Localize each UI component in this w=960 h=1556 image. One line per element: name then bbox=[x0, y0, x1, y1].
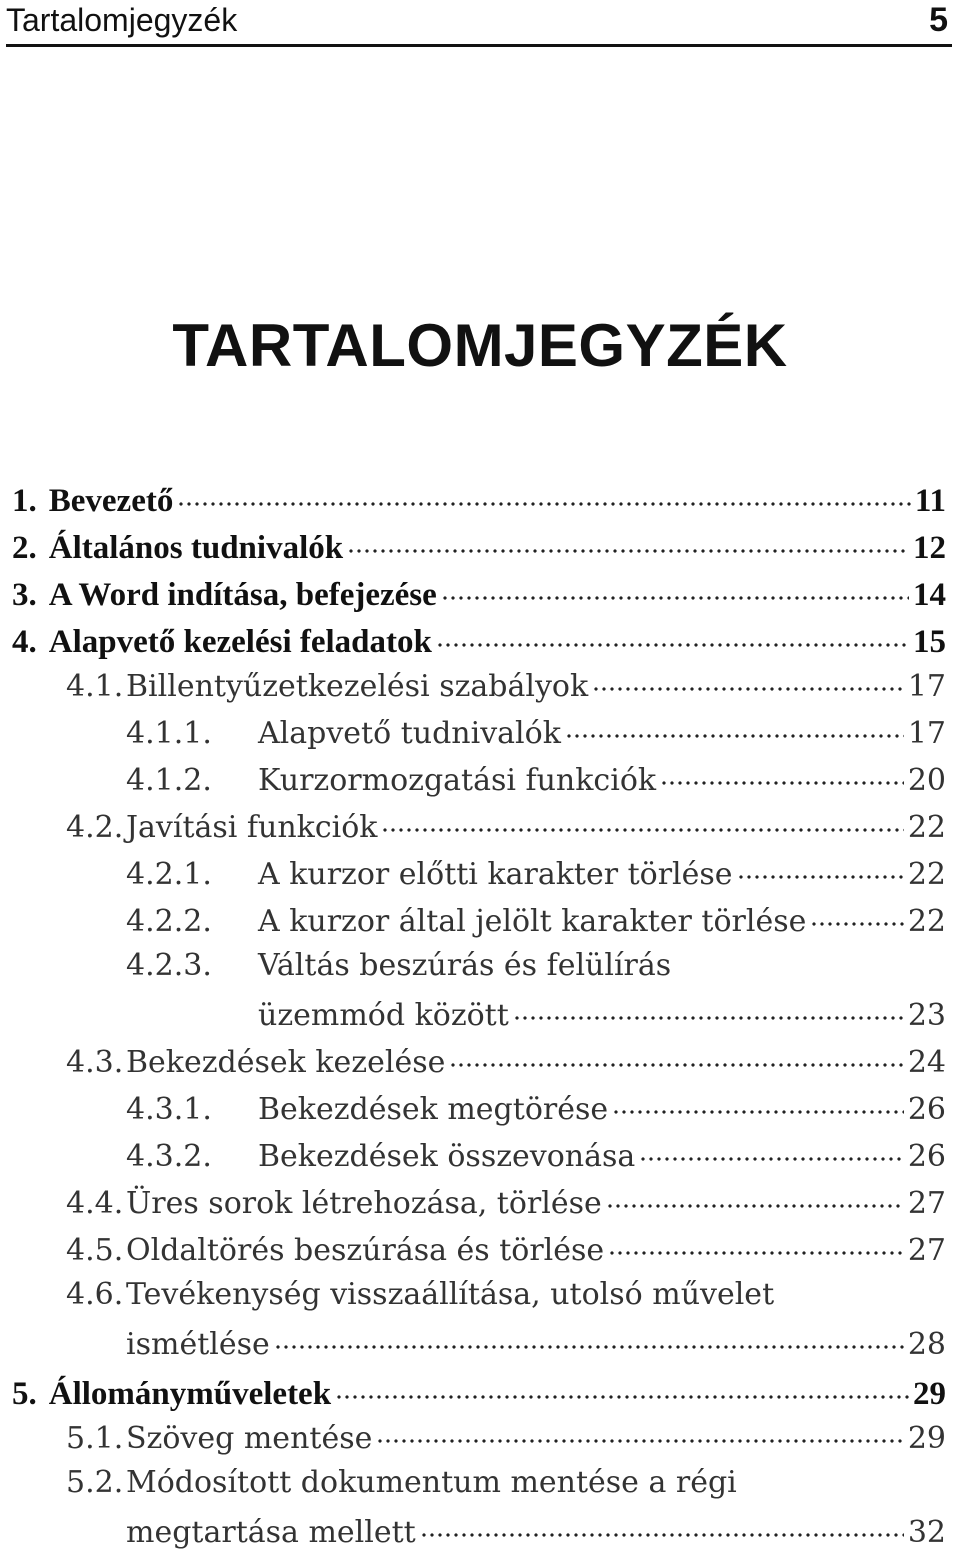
dot-leader bbox=[274, 1324, 904, 1354]
dot-leader bbox=[347, 525, 909, 558]
toc-entry-number: 4.2. bbox=[66, 810, 124, 845]
toc-entry-continuation[interactable] bbox=[0, 1509, 960, 1556]
toc-entry[interactable] bbox=[0, 616, 960, 663]
toc-entry[interactable] bbox=[0, 1133, 960, 1180]
toc-entry[interactable] bbox=[0, 1180, 960, 1227]
toc-entry[interactable] bbox=[0, 804, 960, 851]
toc-entry-page: 23 bbox=[907, 998, 946, 1033]
toc-entry-title: Bekezdések kezelése bbox=[126, 1045, 446, 1080]
toc-entry-title: Állományműveletek bbox=[48, 1376, 332, 1412]
toc-entry-page: 29 bbox=[913, 1376, 946, 1412]
toc-entry[interactable] bbox=[0, 663, 960, 710]
toc-entry-title: Szöveg mentése bbox=[126, 1421, 373, 1456]
toc-entry-number: 4.2.1. bbox=[126, 857, 212, 892]
toc-entry[interactable] bbox=[0, 1086, 960, 1133]
toc-entry-page: 24 bbox=[907, 1045, 946, 1080]
dot-leader bbox=[660, 760, 904, 790]
toc-entry[interactable] bbox=[0, 475, 960, 522]
toc-entry[interactable] bbox=[0, 1462, 960, 1509]
toc-entry-title: Általános tudnivalók bbox=[48, 530, 344, 566]
toc-entry[interactable] bbox=[0, 1368, 960, 1415]
toc-entry-title: Üres sorok létrehozása, törlése bbox=[126, 1186, 602, 1221]
toc-entry-page: 20 bbox=[907, 763, 946, 798]
toc-entry-number: 4.5. bbox=[66, 1233, 124, 1268]
toc-entry-title: A Word indítása, befejezése bbox=[48, 577, 437, 613]
toc-entry-number: 4.6. bbox=[66, 1277, 124, 1312]
toc-entry-title: Alapvető kezelési feladatok bbox=[48, 624, 432, 660]
toc-entry-page: 14 bbox=[913, 577, 946, 613]
dot-leader bbox=[810, 901, 903, 931]
toc-entry[interactable] bbox=[0, 1227, 960, 1274]
toc-entry-number: 1. bbox=[12, 483, 37, 519]
toc-entry-page: 22 bbox=[907, 904, 946, 939]
toc-entry-title: Bekezdések megtörése bbox=[258, 1092, 609, 1127]
toc-entry-title: Váltás beszúrás és felülírás bbox=[258, 948, 672, 983]
dot-leader bbox=[436, 619, 909, 652]
running-header bbox=[6, 0, 952, 47]
toc-entry-page: 11 bbox=[914, 483, 946, 519]
toc-entry-title: Tevékenység visszaállítása, utolsó művelet bbox=[126, 1277, 775, 1312]
dot-leader bbox=[737, 854, 904, 884]
dot-leader bbox=[565, 713, 904, 743]
toc-entry-title: Alapvető tudnivalók bbox=[258, 716, 561, 751]
toc-entry-title: Bevezető bbox=[48, 483, 174, 519]
toc-entry[interactable] bbox=[0, 522, 960, 569]
toc-entry-title: A kurzor által jelölt karakter törlése bbox=[258, 904, 807, 939]
toc-entry-number: 5. bbox=[12, 1376, 37, 1412]
toc-entry-number: 4.1. bbox=[66, 669, 124, 704]
toc-entry-number: 4.2.2. bbox=[126, 904, 212, 939]
toc-entry-page: 29 bbox=[907, 1421, 946, 1456]
toc-entry-page: 26 bbox=[907, 1139, 946, 1174]
toc-entry-page: 17 bbox=[907, 669, 946, 704]
dot-leader bbox=[513, 995, 904, 1025]
toc-entry-page: 22 bbox=[907, 810, 946, 845]
toc-entry-title: ismétlése bbox=[126, 1327, 270, 1362]
toc-entry-number: 4.3.1. bbox=[126, 1092, 212, 1127]
toc-entry-number: 4. bbox=[12, 624, 37, 660]
dot-leader bbox=[606, 1183, 904, 1213]
toc-entry-number: 4.1.1. bbox=[126, 716, 212, 751]
toc-entry-title: A kurzor előtti karakter törlése bbox=[258, 857, 733, 892]
page-number: 5 bbox=[929, 1, 948, 39]
toc-entry-page: 27 bbox=[907, 1186, 946, 1221]
toc-entry-number: 5.2. bbox=[66, 1465, 124, 1500]
dot-leader bbox=[612, 1089, 904, 1119]
toc-entry-continuation[interactable] bbox=[0, 1321, 960, 1368]
dot-leader bbox=[592, 666, 904, 696]
toc-entry-page: 27 bbox=[907, 1233, 946, 1268]
toc-entry-title: Bekezdések összevonása bbox=[258, 1139, 636, 1174]
toc-entry-title: üzemmód között bbox=[258, 998, 509, 1033]
toc-entry[interactable] bbox=[0, 757, 960, 804]
toc-entry-title: Oldaltörés beszúrása és törlése bbox=[126, 1233, 605, 1268]
toc-entry-number: 2. bbox=[12, 530, 37, 566]
table-of-contents bbox=[0, 475, 960, 1556]
toc-entry-title: Javítási funkciók bbox=[126, 810, 378, 845]
toc-entry-title: Kurzormozgatási funkciók bbox=[258, 763, 657, 798]
dot-leader bbox=[177, 478, 910, 511]
running-header-title: Tartalomjegyzék bbox=[6, 2, 238, 38]
dot-leader bbox=[608, 1230, 904, 1260]
toc-entry[interactable] bbox=[0, 1039, 960, 1086]
toc-entry-number: 4.3. bbox=[66, 1045, 124, 1080]
toc-entry[interactable] bbox=[0, 569, 960, 616]
toc-entry-page: 12 bbox=[913, 530, 946, 566]
dot-leader bbox=[449, 1042, 903, 1072]
toc-entry-title: Billentyűzetkezelési szabályok bbox=[126, 669, 589, 704]
toc-entry[interactable] bbox=[0, 710, 960, 757]
document-title: TARTALOMJEGYZÉK bbox=[172, 312, 788, 379]
toc-entry[interactable] bbox=[0, 1415, 960, 1462]
toc-entry-title: Módosított dokumentum mentése a régi bbox=[126, 1465, 737, 1500]
toc-entry-number: 5.1. bbox=[66, 1421, 124, 1456]
toc-entry-number: 4.3.2. bbox=[126, 1139, 212, 1174]
toc-entry[interactable] bbox=[0, 945, 960, 992]
toc-entry[interactable] bbox=[0, 898, 960, 945]
dot-leader bbox=[335, 1371, 909, 1404]
toc-entry-number: 4.1.2. bbox=[126, 763, 212, 798]
toc-entry-page: 15 bbox=[913, 624, 946, 660]
toc-entry-page: 22 bbox=[907, 857, 946, 892]
toc-entry-title: megtartása mellett bbox=[126, 1515, 416, 1550]
toc-entry-continuation[interactable] bbox=[0, 992, 960, 1039]
toc-entry-number: 4.4. bbox=[66, 1186, 124, 1221]
toc-entry-page: 28 bbox=[907, 1327, 946, 1362]
toc-entry[interactable] bbox=[0, 1274, 960, 1321]
toc-entry-page: 26 bbox=[907, 1092, 946, 1127]
dot-leader bbox=[376, 1418, 903, 1448]
toc-entry-page: 17 bbox=[907, 716, 946, 751]
toc-entry-number: 3. bbox=[12, 577, 37, 613]
dot-leader bbox=[381, 807, 903, 837]
dot-leader bbox=[441, 572, 909, 605]
toc-entry-number: 4.2.3. bbox=[126, 948, 212, 983]
toc-entry[interactable] bbox=[0, 851, 960, 898]
dot-leader bbox=[639, 1136, 904, 1166]
dot-leader bbox=[420, 1512, 904, 1542]
toc-entry-page: 32 bbox=[907, 1515, 946, 1550]
